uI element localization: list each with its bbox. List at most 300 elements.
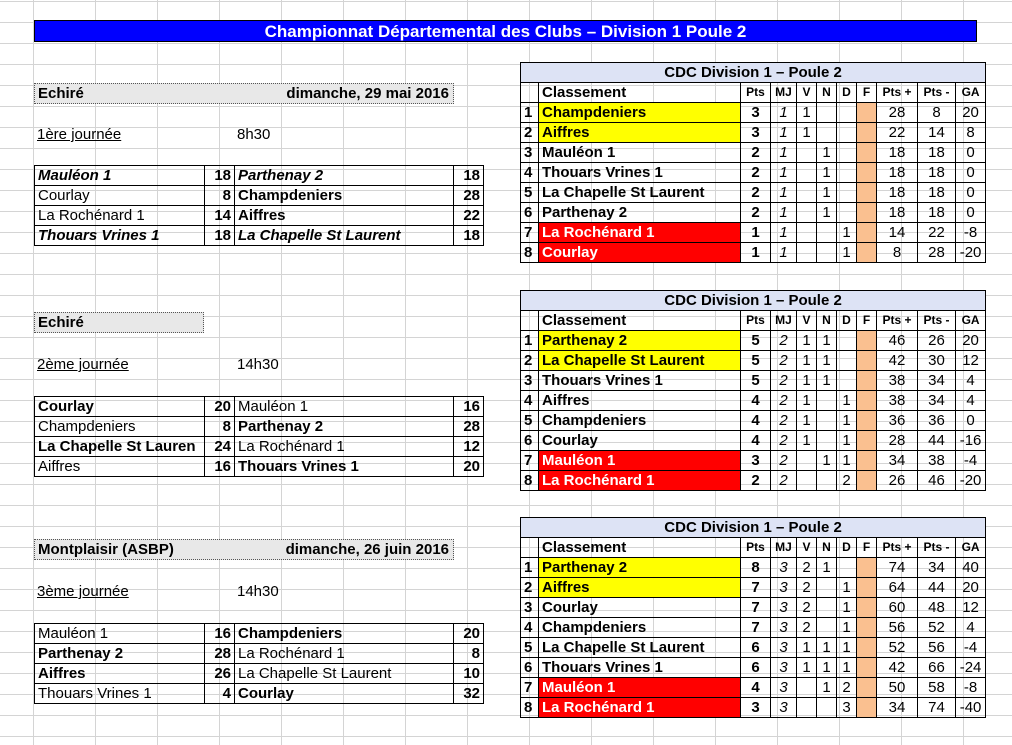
standings-row: [521, 183, 986, 203]
away-score: 8: [454, 644, 484, 664]
points-against: 8: [918, 103, 956, 123]
col-header-f: F: [857, 538, 877, 558]
matches-played: 1: [771, 163, 797, 183]
away-score: 20: [454, 624, 484, 644]
standings-row: [521, 103, 986, 123]
points-for: 52: [877, 638, 918, 658]
points-against: 28: [918, 243, 956, 263]
wins: 1: [797, 658, 817, 678]
match-row: [35, 664, 484, 684]
goal-average: 20: [956, 578, 986, 598]
wins: 1: [797, 411, 817, 431]
round-time: 8h30: [237, 126, 271, 143]
standings-row: [521, 123, 986, 143]
points-against: 46: [918, 471, 956, 491]
goal-average: -24: [956, 658, 986, 678]
points-for: 28: [877, 103, 918, 123]
matches-played: 3: [771, 678, 797, 698]
matches-played: 1: [771, 243, 797, 263]
draws: 1: [817, 183, 837, 203]
forfeits: [857, 431, 877, 451]
points-for: 18: [877, 183, 918, 203]
draws: [817, 598, 837, 618]
matches-played: 1: [771, 103, 797, 123]
draws: [817, 103, 837, 123]
goal-average: 0: [956, 203, 986, 223]
away-score: 28: [454, 417, 484, 437]
draws: [817, 123, 837, 143]
standings-row: [521, 598, 986, 618]
points: 7: [741, 578, 771, 598]
col-header-d: D: [837, 311, 857, 331]
away-score: 10: [454, 664, 484, 684]
round-label: 1ère journée: [37, 126, 122, 143]
team-name: La Rochénard 1: [539, 223, 741, 243]
col-header-pts-minus: Pts -: [918, 311, 956, 331]
draws: 1: [817, 331, 837, 351]
standings-table-2: [520, 290, 986, 491]
goal-average: 12: [956, 598, 986, 618]
round-label: 2ème journée: [37, 356, 129, 373]
points-against: 34: [918, 371, 956, 391]
standings-row: [521, 223, 986, 243]
draws: [817, 431, 837, 451]
away-team: Champdeniers: [235, 186, 454, 206]
points-for: 36: [877, 411, 918, 431]
points-for: 18: [877, 203, 918, 223]
home-score: 8: [205, 417, 235, 437]
away-score: 22: [454, 206, 484, 226]
points: 4: [741, 391, 771, 411]
col-header-f: F: [857, 83, 877, 103]
points-against: 52: [918, 618, 956, 638]
matches-played: 3: [771, 618, 797, 638]
team-name: Champdeniers: [539, 103, 741, 123]
points-for: 22: [877, 123, 918, 143]
wins: [797, 223, 817, 243]
home-team: Aiffres: [35, 664, 205, 684]
losses: 1: [837, 598, 857, 618]
wins: 2: [797, 558, 817, 578]
draws: [817, 578, 837, 598]
losses: 1: [837, 243, 857, 263]
goal-average: 0: [956, 163, 986, 183]
losses: [837, 351, 857, 371]
match-date: dimanche, 26 juin 2016: [285, 541, 449, 558]
goal-average: 12: [956, 351, 986, 371]
wins: 1: [797, 391, 817, 411]
match-row: [35, 437, 484, 457]
forfeits: [857, 123, 877, 143]
team-name: Parthenay 2: [539, 558, 741, 578]
match-date: dimanche, 29 mai 2016: [286, 85, 449, 102]
home-team: Courlay: [35, 397, 205, 417]
wins: [797, 183, 817, 203]
rank: 1: [521, 103, 539, 123]
standings-row: [521, 331, 986, 351]
losses: 1: [837, 391, 857, 411]
points: 2: [741, 471, 771, 491]
col-header-n: N: [817, 311, 837, 331]
team-name: Aiffres: [539, 578, 741, 598]
goal-average: -20: [956, 471, 986, 491]
col-header-ga: GA: [956, 538, 986, 558]
losses: 1: [837, 431, 857, 451]
points-for: 42: [877, 351, 918, 371]
matches-played: 2: [771, 451, 797, 471]
losses: [837, 183, 857, 203]
losses: 1: [837, 223, 857, 243]
col-header-d: D: [837, 538, 857, 558]
losses: 1: [837, 411, 857, 431]
points-for: 14: [877, 223, 918, 243]
rank: 3: [521, 371, 539, 391]
col-header-d: D: [837, 83, 857, 103]
standings-row: [521, 143, 986, 163]
points-for: 26: [877, 471, 918, 491]
rank: 5: [521, 638, 539, 658]
home-team: Thouars Vrines 1: [35, 684, 205, 704]
matches-played: 1: [771, 183, 797, 203]
home-team: Mauléon 1: [35, 166, 205, 186]
points-against: 58: [918, 678, 956, 698]
rank: 3: [521, 143, 539, 163]
matches-played: 1: [771, 143, 797, 163]
points-for: 60: [877, 598, 918, 618]
wins: [797, 451, 817, 471]
home-score: 20: [205, 397, 235, 417]
home-team: Thouars Vrines 1: [35, 226, 205, 246]
forfeits: [857, 371, 877, 391]
matches-played: 1: [771, 203, 797, 223]
team-name: La Chapelle St Laurent: [539, 183, 741, 203]
col-header-n: N: [817, 538, 837, 558]
draws: [817, 698, 837, 718]
goal-average: -20: [956, 243, 986, 263]
team-name: La Rochénard 1: [539, 698, 741, 718]
col-header-rank: [521, 538, 539, 558]
standings-table-1: [520, 62, 986, 263]
points-for: 50: [877, 678, 918, 698]
points-against: 44: [918, 578, 956, 598]
points-for: 18: [877, 143, 918, 163]
forfeits: [857, 578, 877, 598]
draws: 1: [817, 203, 837, 223]
away-team: La Rochénard 1: [235, 644, 454, 664]
home-team: Champdeniers: [35, 417, 205, 437]
wins: 1: [797, 431, 817, 451]
rank: 2: [521, 123, 539, 143]
match-row: [35, 397, 484, 417]
team-name: Thouars Vrines 1: [539, 371, 741, 391]
points-for: 8: [877, 243, 918, 263]
forfeits: [857, 471, 877, 491]
points-against: 26: [918, 331, 956, 351]
standings-row: [521, 558, 986, 578]
goal-average: -4: [956, 451, 986, 471]
wins: 1: [797, 638, 817, 658]
match-row: [35, 417, 484, 437]
forfeits: [857, 411, 877, 431]
away-team: Courlay: [235, 684, 454, 704]
away-score: 20: [454, 457, 484, 477]
col-header-ga: GA: [956, 311, 986, 331]
goal-average: 20: [956, 103, 986, 123]
standings-row: [521, 371, 986, 391]
home-score: 24: [205, 437, 235, 457]
points-against: 56: [918, 638, 956, 658]
page-title: Championnat Départemental des Clubs – Division 1 Poule 2: [34, 20, 977, 42]
results-table-3: [34, 623, 484, 704]
forfeits: [857, 618, 877, 638]
forfeits: [857, 203, 877, 223]
standings-row: [521, 698, 986, 718]
draws: 1: [817, 163, 837, 183]
col-header-v: V: [797, 83, 817, 103]
losses: [837, 143, 857, 163]
points: 3: [741, 451, 771, 471]
goal-average: 0: [956, 411, 986, 431]
points-for: 46: [877, 331, 918, 351]
points: 5: [741, 371, 771, 391]
goal-average: -40: [956, 698, 986, 718]
rank: 7: [521, 223, 539, 243]
matches-played: 3: [771, 638, 797, 658]
away-team: La Rochénard 1: [235, 437, 454, 457]
team-name: Thouars Vrines 1: [539, 163, 741, 183]
draws: 1: [817, 658, 837, 678]
col-header-classement: Classement: [539, 311, 741, 331]
round-time: 14h30: [237, 356, 279, 373]
forfeits: [857, 658, 877, 678]
match-row: [35, 206, 484, 226]
team-name: Aiffres: [539, 391, 741, 411]
losses: 2: [837, 678, 857, 698]
points: 3: [741, 123, 771, 143]
points-against: 38: [918, 451, 956, 471]
home-team: Mauléon 1: [35, 624, 205, 644]
home-score: 26: [205, 664, 235, 684]
wins: [797, 471, 817, 491]
away-team: Mauléon 1: [235, 397, 454, 417]
matches-played: 1: [771, 223, 797, 243]
home-team: Courlay: [35, 186, 205, 206]
losses: [837, 558, 857, 578]
rank: 1: [521, 558, 539, 578]
team-name: Courlay: [539, 243, 741, 263]
draws: 1: [817, 351, 837, 371]
team-name: Mauléon 1: [539, 143, 741, 163]
col-header-rank: [521, 83, 539, 103]
standings-row: [521, 431, 986, 451]
away-team: Parthenay 2: [235, 417, 454, 437]
losses: 1: [837, 578, 857, 598]
matches-played: 3: [771, 698, 797, 718]
wins: 1: [797, 371, 817, 391]
goal-average: -8: [956, 678, 986, 698]
points-against: 34: [918, 558, 956, 578]
points: 2: [741, 203, 771, 223]
points-for: 18: [877, 163, 918, 183]
forfeits: [857, 351, 877, 371]
losses: 1: [837, 638, 857, 658]
points-for: 38: [877, 371, 918, 391]
away-score: 18: [454, 226, 484, 246]
losses: 3: [837, 698, 857, 718]
points: 4: [741, 678, 771, 698]
away-team: La Chapelle St Laurent: [235, 664, 454, 684]
standings-row: [521, 411, 986, 431]
matches-played: 3: [771, 558, 797, 578]
results-table-2: [34, 396, 484, 477]
matches-played: 2: [771, 391, 797, 411]
home-score: 16: [205, 624, 235, 644]
rank: 6: [521, 203, 539, 223]
rank: 3: [521, 598, 539, 618]
points: 7: [741, 618, 771, 638]
draws: 1: [817, 371, 837, 391]
col-header-pts-minus: Pts -: [918, 538, 956, 558]
col-header-mj: MJ: [771, 311, 797, 331]
points: 5: [741, 351, 771, 371]
draws: [817, 411, 837, 431]
standings-row: [521, 451, 986, 471]
rank: 5: [521, 183, 539, 203]
wins: [797, 203, 817, 223]
wins: [797, 143, 817, 163]
matches-played: 3: [771, 598, 797, 618]
standings-row: [521, 243, 986, 263]
venue-header: [34, 83, 454, 104]
draws: 1: [817, 678, 837, 698]
points: 7: [741, 598, 771, 618]
points-against: 14: [918, 123, 956, 143]
team-name: Mauléon 1: [539, 678, 741, 698]
matches-played: 3: [771, 658, 797, 678]
goal-average: 4: [956, 371, 986, 391]
points-against: 74: [918, 698, 956, 718]
points-against: 34: [918, 391, 956, 411]
points-against: 30: [918, 351, 956, 371]
team-name: Courlay: [539, 431, 741, 451]
forfeits: [857, 183, 877, 203]
goal-average: -16: [956, 431, 986, 451]
col-header-rank: [521, 311, 539, 331]
draws: 1: [817, 451, 837, 471]
points-against: 36: [918, 411, 956, 431]
forfeits: [857, 163, 877, 183]
match-row: [35, 644, 484, 664]
forfeits: [857, 558, 877, 578]
wins: [797, 243, 817, 263]
rank: 8: [521, 698, 539, 718]
points: 1: [741, 223, 771, 243]
points-against: 18: [918, 183, 956, 203]
points: 6: [741, 658, 771, 678]
col-header-v: V: [797, 311, 817, 331]
standings-row: [521, 471, 986, 491]
team-name: La Chapelle St Laurent: [539, 351, 741, 371]
rank: 6: [521, 658, 539, 678]
points-against: 18: [918, 163, 956, 183]
goal-average: 0: [956, 183, 986, 203]
round-time: 14h30: [237, 583, 279, 600]
draws: [817, 223, 837, 243]
losses: [837, 163, 857, 183]
forfeits: [857, 143, 877, 163]
col-header-mj: MJ: [771, 538, 797, 558]
forfeits: [857, 698, 877, 718]
forfeits: [857, 223, 877, 243]
forfeits: [857, 678, 877, 698]
points: 2: [741, 163, 771, 183]
team-name: Champdeniers: [539, 411, 741, 431]
points: 1: [741, 243, 771, 263]
col-header-classement: Classement: [539, 538, 741, 558]
home-score: 14: [205, 206, 235, 226]
results-table-1: [34, 165, 484, 246]
goal-average: 0: [956, 143, 986, 163]
home-team: Parthenay 2: [35, 644, 205, 664]
points-against: 48: [918, 598, 956, 618]
wins: 1: [797, 351, 817, 371]
col-header-pts: Pts: [741, 311, 771, 331]
points-against: 18: [918, 143, 956, 163]
venue-name: Echiré: [38, 85, 84, 102]
col-header-f: F: [857, 311, 877, 331]
rank: 4: [521, 163, 539, 183]
col-header-pts: Pts: [741, 83, 771, 103]
draws: [817, 471, 837, 491]
home-score: 28: [205, 644, 235, 664]
matches-played: 2: [771, 371, 797, 391]
points-against: 44: [918, 431, 956, 451]
col-header-ga: GA: [956, 83, 986, 103]
points: 2: [741, 183, 771, 203]
match-row: [35, 166, 484, 186]
away-team: Champdeniers: [235, 624, 454, 644]
away-score: 32: [454, 684, 484, 704]
venue-header: [34, 539, 454, 560]
rank: 2: [521, 351, 539, 371]
goal-average: 40: [956, 558, 986, 578]
points-for: 28: [877, 431, 918, 451]
standings-table-3: [520, 517, 986, 718]
points-against: 66: [918, 658, 956, 678]
losses: [837, 123, 857, 143]
match-row: [35, 624, 484, 644]
home-score: 8: [205, 186, 235, 206]
col-header-pts-minus: Pts -: [918, 83, 956, 103]
forfeits: [857, 243, 877, 263]
standings-row: [521, 678, 986, 698]
points: 3: [741, 103, 771, 123]
away-team: Thouars Vrines 1: [235, 457, 454, 477]
standings-row: [521, 203, 986, 223]
forfeits: [857, 451, 877, 471]
goal-average: 8: [956, 123, 986, 143]
wins: 2: [797, 578, 817, 598]
points-for: 34: [877, 698, 918, 718]
losses: [837, 203, 857, 223]
home-team: La Rochénard 1: [35, 206, 205, 226]
rank: 8: [521, 243, 539, 263]
away-team: Parthenay 2: [235, 166, 454, 186]
matches-played: 1: [771, 123, 797, 143]
team-name: Champdeniers: [539, 618, 741, 638]
wins: 1: [797, 331, 817, 351]
standings-row: [521, 618, 986, 638]
